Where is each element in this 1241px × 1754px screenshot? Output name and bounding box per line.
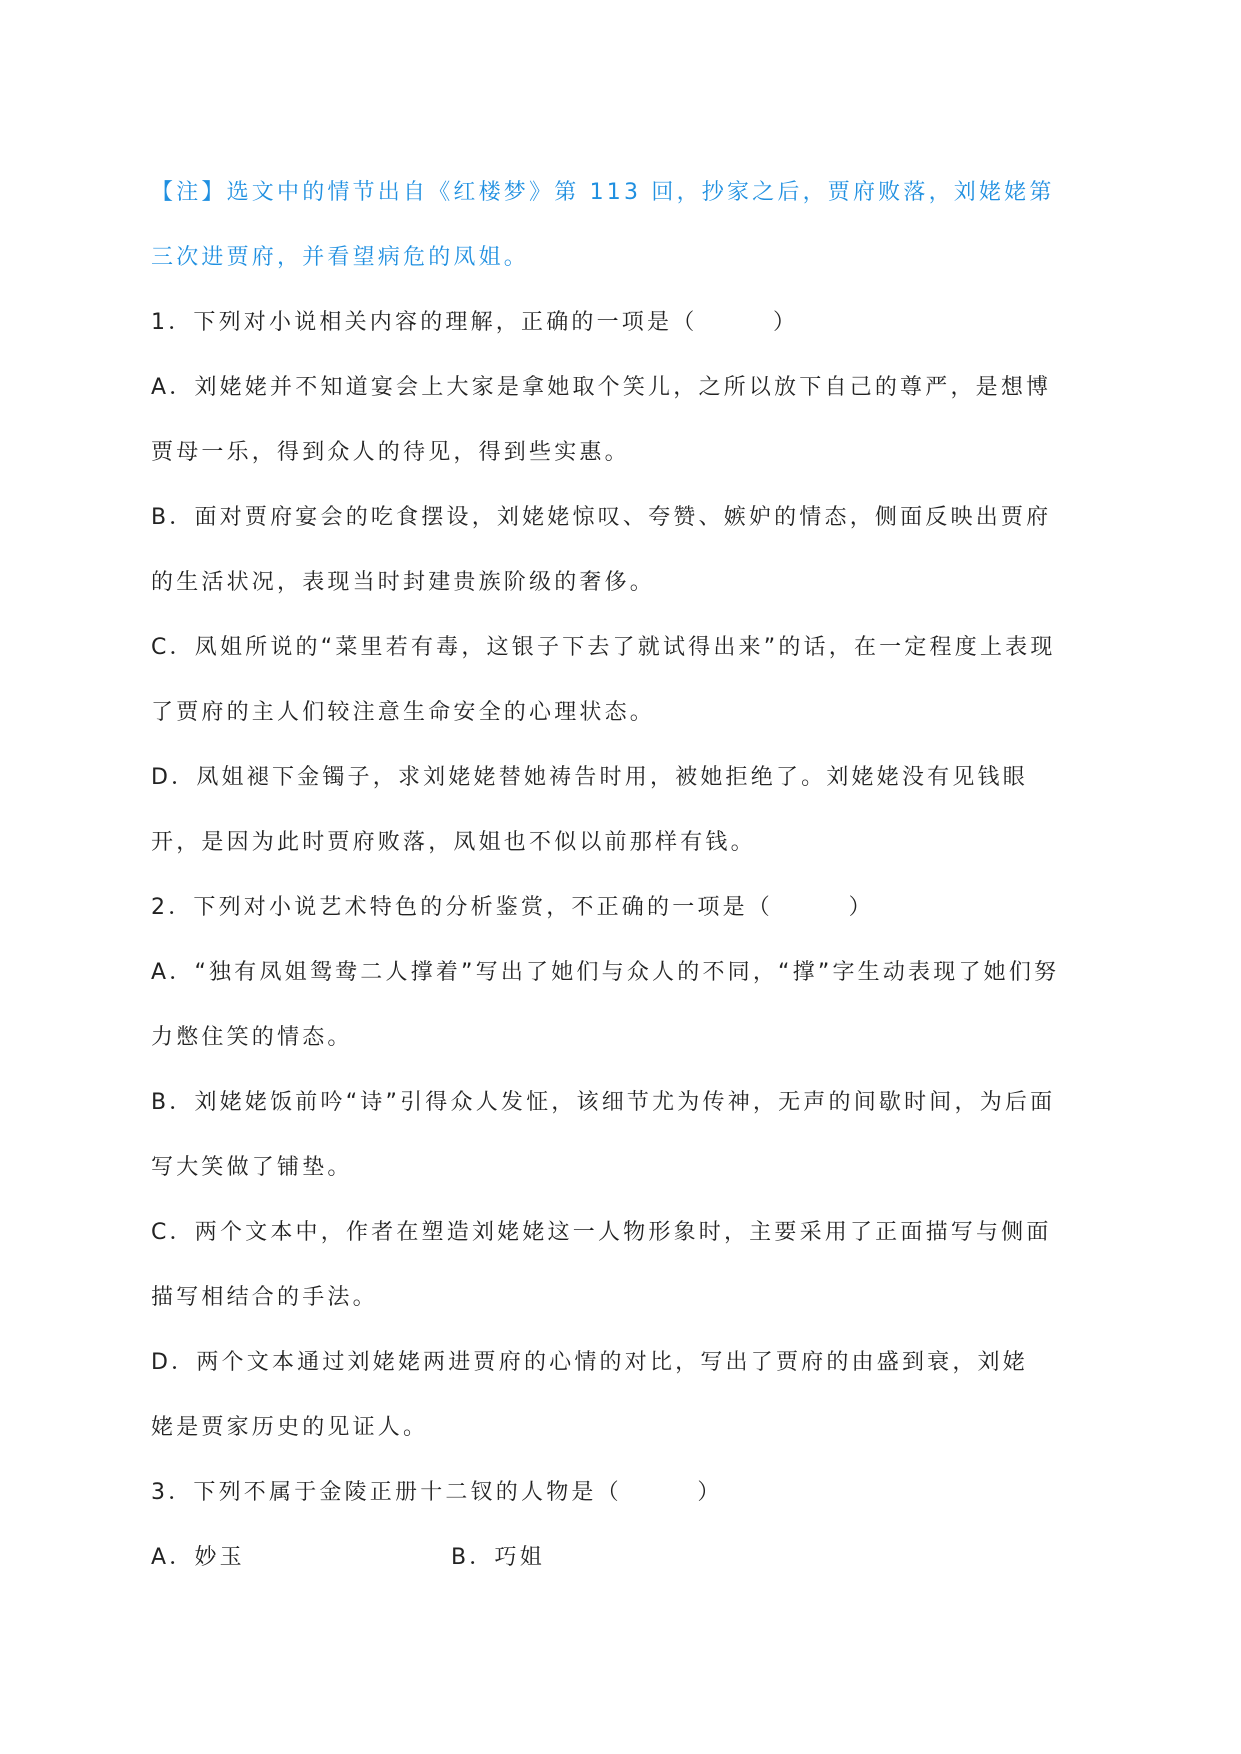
option-a-line-2: 力憋住笑的情态。 [151, 1025, 353, 1050]
note-line-2: 三次进贾府，并看望病危的凤姐。 [151, 245, 530, 270]
option-c-line-2: 描写相结合的手法。 [151, 1285, 378, 1310]
question-stem: 3．下列不属于金陵正册十二钗的人物是（ ） [151, 1480, 723, 1505]
option-a: A．妙玉 [151, 1545, 245, 1570]
options-row [151, 1525, 1096, 1590]
option-d-line-1: D．两个文本通过刘姥姥两进贾府的心情的对比，写出了贾府的由盛到衰，刘姥 [151, 1350, 1028, 1375]
option-c-line-2: 了贾府的主人们较注意生命安全的心理状态。 [151, 700, 656, 725]
option-a-line-1: A．“独有凤姐鸳鸯二人撑着”写出了她们与众人的不同，“撑”字生动表现了她们努 [151, 960, 1060, 985]
option-b-line-1: B．面对贾府宴会的吃食摆设，刘姥姥惊叹、夸赞、嫉妒的情态，侧面反映出贾府 [151, 505, 1052, 530]
option-a-line-1: A．刘姥姥并不知道宴会上大家是拿她取个笑儿，之所以放下自己的尊严，是想博 [151, 375, 1052, 400]
question-1 [151, 290, 1096, 875]
option-b-line-1: B．刘姥姥饭前吟“诗”引得众人发怔，该细节尤为传神，无声的间歇时间，为后面 [151, 1090, 1056, 1115]
question-stem: 1．下列对小说相关内容的理解，正确的一项是（ ） [151, 310, 799, 335]
option-c-line-1: C．两个文本中，作者在塑造刘姥姥这一人物形象时，主要采用了正面描写与侧面 [151, 1220, 1052, 1245]
option-b-line-2: 的生活状况，表现当时封建贵族阶级的奢侈。 [151, 570, 656, 595]
option-a-line-2: 贾母一乐，得到众人的待见，得到些实惠。 [151, 440, 630, 465]
option-b-line-2: 写大笑做了铺垫。 [151, 1155, 353, 1180]
question-stem: 2．下列对小说艺术特色的分析鉴赏，不正确的一项是（ ） [151, 895, 874, 920]
option-d-line-1: D．凤姐褪下金镯子，求刘姥姥替她祷告时用，被她拒绝了。刘姥姥没有见钱眼 [151, 765, 1028, 790]
option-b: B．巧姐 [451, 1545, 545, 1570]
option-d-line-2: 姥是贾家历史的见证人。 [151, 1415, 429, 1440]
document-page [151, 160, 1096, 1590]
option-c-line-1: C．凤姐所说的“菜里若有毒，这银子下去了就试得出来”的话，在一定程度上表现 [151, 635, 1056, 660]
question-3 [151, 1460, 1096, 1590]
note-line-1: 【注】选文中的情节出自《红楼梦》第 113 回，抄家之后，贾府败落，刘姥姥第 [151, 180, 1055, 205]
option-d-line-2: 开，是因为此时贾府败落，凤姐也不似以前那样有钱。 [151, 830, 756, 855]
question-2 [151, 875, 1096, 1460]
